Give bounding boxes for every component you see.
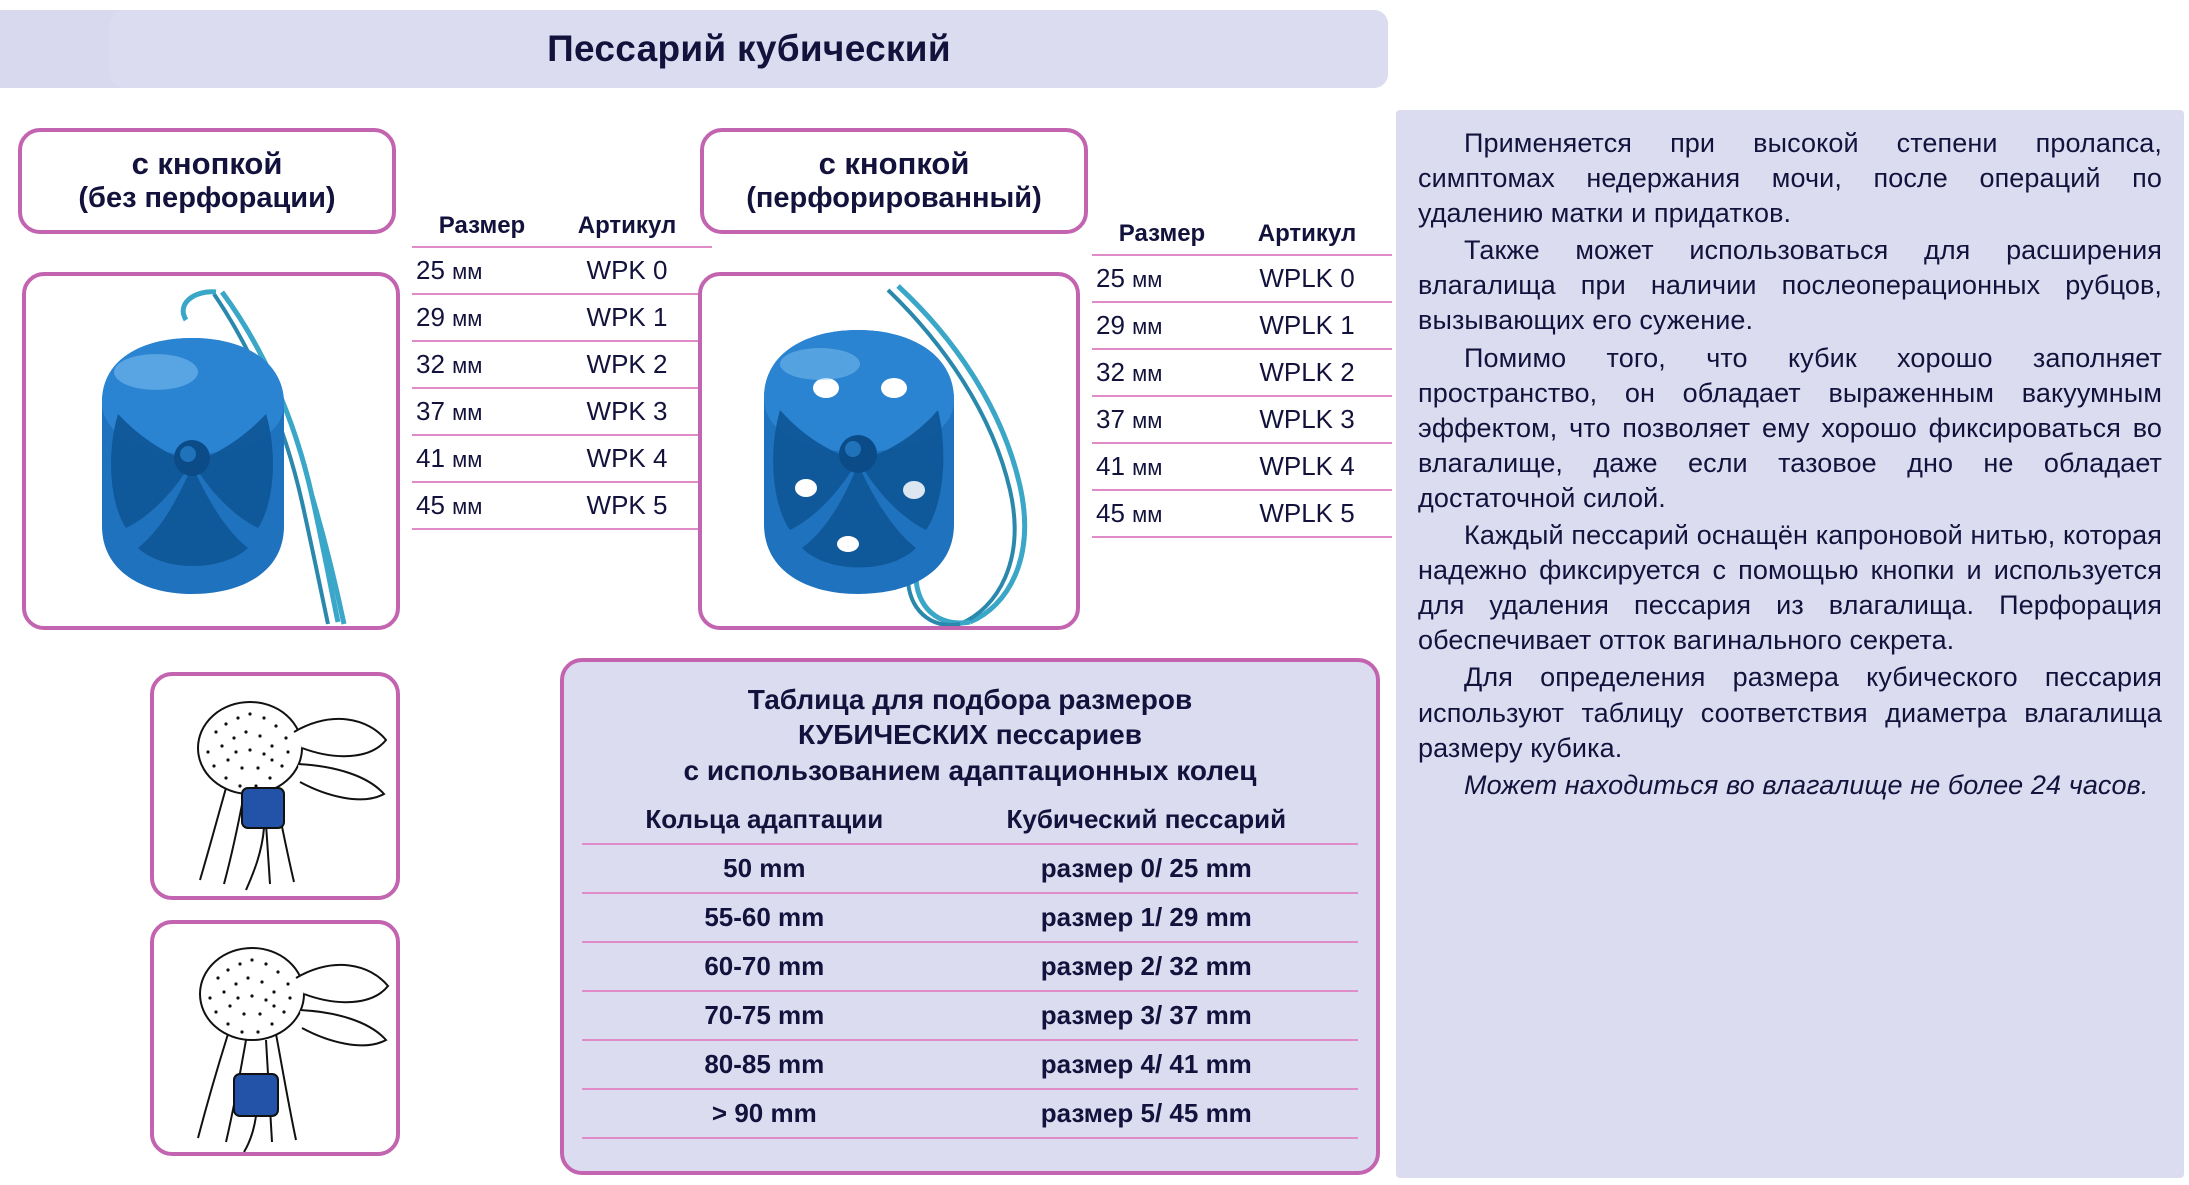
insertion-illustration-step-1 xyxy=(150,672,400,900)
cell-size: 41 мм xyxy=(1096,451,1163,481)
cell-article: WPK 5 xyxy=(586,490,668,520)
cell-article: WPLK 2 xyxy=(1259,357,1355,387)
table-row xyxy=(412,387,712,434)
cell-article: WPK 1 xyxy=(586,302,668,332)
product-1-article-table xyxy=(412,212,712,530)
description-paragraph-3: Помимо того, что кубик хорошо заполняет пространство, он обладает выраженным вакуумным эффектом, что позволяет ему хорошо фиксироваться во влагалище, даже если тазовое дно не обладает достаточной силой. xyxy=(1418,342,2162,513)
cell-size: 25 мм xyxy=(416,255,483,285)
insertion-illustration-1-drawing xyxy=(154,676,400,900)
size-table-header xyxy=(582,804,1358,843)
table-row xyxy=(412,340,712,387)
cell-cube-size: размер 3/ 37 mm xyxy=(1040,999,1252,1030)
product-2-col-article: Артикул xyxy=(1257,220,1357,247)
cell-size: 29 мм xyxy=(1096,310,1163,340)
cell-ring-size: 80-85 mm xyxy=(704,1048,825,1079)
cell-article: WPK 4 xyxy=(586,443,668,473)
table-row xyxy=(1092,254,1392,301)
cell-ring-size: 55-60 mm xyxy=(704,901,825,932)
product-1-title-line2: (без перфорации) xyxy=(78,182,336,215)
table-row xyxy=(412,246,712,293)
product-1-col-article: Артикул xyxy=(577,212,677,239)
insertion-illustration-step-2 xyxy=(150,920,400,1156)
cell-size: 41 мм xyxy=(416,443,483,473)
product-1-title-line1: с кнопкой xyxy=(131,146,283,182)
product-1-table-header xyxy=(412,212,712,246)
table-row xyxy=(582,990,1358,1039)
description-paragraph-4: Каждый пессарий оснащён капроновой нитью, которая надежно фиксируется с помощью кнопки и используется для удаления пессария из влагалища. Перфорация обеспечивает отток вагинального секрета. xyxy=(1418,520,2162,656)
product-2-title-line1: с кнопкой xyxy=(818,146,970,182)
description-paragraph-5: Для определения размера кубического пессария используют таблицу соответствия диаметра влагалища размеру кубика. xyxy=(1418,662,2162,763)
cell-cube-size: размер 1/ 29 mm xyxy=(1040,901,1252,932)
cell-cube-size: размер 0/ 25 mm xyxy=(1040,852,1252,883)
cell-size: 29 мм xyxy=(416,302,483,332)
cell-cube-size: размер 5/ 45 mm xyxy=(1040,1097,1252,1128)
cell-size: 32 мм xyxy=(1096,357,1163,387)
cell-article: WPK 2 xyxy=(586,349,668,379)
table-row xyxy=(412,434,712,481)
table-row xyxy=(1092,301,1392,348)
product-2-col-size: Размер xyxy=(1118,220,1206,247)
cell-article: WPK 3 xyxy=(586,396,668,426)
cube-pessary-perforated-photo xyxy=(702,276,1080,630)
caption-line-1: Таблица для подбора размеров xyxy=(747,684,1193,715)
cell-article: WPLK 1 xyxy=(1259,310,1355,340)
table-row xyxy=(582,892,1358,941)
cell-size: 25 мм xyxy=(1096,263,1163,293)
description-warning: Может находиться во влагалище не более 24 часов. xyxy=(1464,769,2149,800)
cube-pessary-non-perforated-photo xyxy=(26,276,400,630)
cell-size: 45 мм xyxy=(1096,498,1163,528)
col-adaptation-rings: Кольца адаптации xyxy=(645,803,884,834)
product-2-table-header xyxy=(1092,220,1392,254)
cell-article: WPLK 4 xyxy=(1259,451,1355,481)
description-paragraph-2: Также может использоваться для расширения влагалища при наличии послеоперационных рубцов, вызывающих его сужение. xyxy=(1418,235,2162,336)
cell-size: 37 мм xyxy=(1096,404,1163,434)
cell-article: WPLK 0 xyxy=(1259,263,1355,293)
cell-size: 45 мм xyxy=(416,490,483,520)
table-row xyxy=(582,1039,1358,1088)
table-row xyxy=(1092,489,1392,538)
table-row xyxy=(412,481,712,530)
table-row xyxy=(1092,395,1392,442)
product-1-col-size: Размер xyxy=(438,212,526,239)
cell-ring-size: 50 mm xyxy=(723,852,806,883)
col-cube-pessary: Кубический пессарий xyxy=(1006,803,1287,834)
cell-ring-size: 60-70 mm xyxy=(704,950,825,981)
cell-article: WPLK 3 xyxy=(1259,404,1355,434)
cell-article: WPK 0 xyxy=(586,255,668,285)
size-selection-caption xyxy=(582,682,1358,788)
table-row xyxy=(582,843,1358,892)
caption-line-2: КУБИЧЕСКИХ пессариев xyxy=(798,719,1142,751)
table-row xyxy=(412,293,712,340)
title-banner-inner xyxy=(110,10,1388,88)
cell-ring-size: > 90 mm xyxy=(711,1097,817,1128)
cell-size: 32 мм xyxy=(416,349,483,379)
product-1-header-pill xyxy=(18,128,396,234)
product-2-title-line2: (перфорированный) xyxy=(746,182,1042,215)
title-banner xyxy=(0,10,1388,88)
cell-article: WPLK 5 xyxy=(1259,498,1355,528)
description-paragraph-1: Применяется при высокой степени пролапса, симптомах недержания мочи, после операций по удалению матки и придатков. xyxy=(1418,128,2162,229)
table-row xyxy=(1092,442,1392,489)
insertion-illustration-2-drawing xyxy=(154,924,400,1156)
product-1-image-box xyxy=(22,272,400,630)
product-2-article-table xyxy=(1092,220,1392,538)
product-2-image-box xyxy=(698,272,1080,630)
page-title: Пессарий кубический xyxy=(547,28,951,69)
table-row xyxy=(582,1088,1358,1139)
cell-cube-size: размер 2/ 32 mm xyxy=(1040,950,1252,981)
cell-size: 37 мм xyxy=(416,396,483,426)
cell-cube-size: размер 4/ 41 mm xyxy=(1040,1048,1252,1079)
caption-line-3: с использованием адаптационных колец xyxy=(683,754,1257,786)
cell-ring-size: 70-75 mm xyxy=(704,999,825,1030)
description-panel xyxy=(1396,110,2184,1178)
product-2-header-pill xyxy=(700,128,1088,234)
table-row xyxy=(582,941,1358,990)
size-selection-table xyxy=(560,658,1380,1175)
table-row xyxy=(1092,348,1392,395)
